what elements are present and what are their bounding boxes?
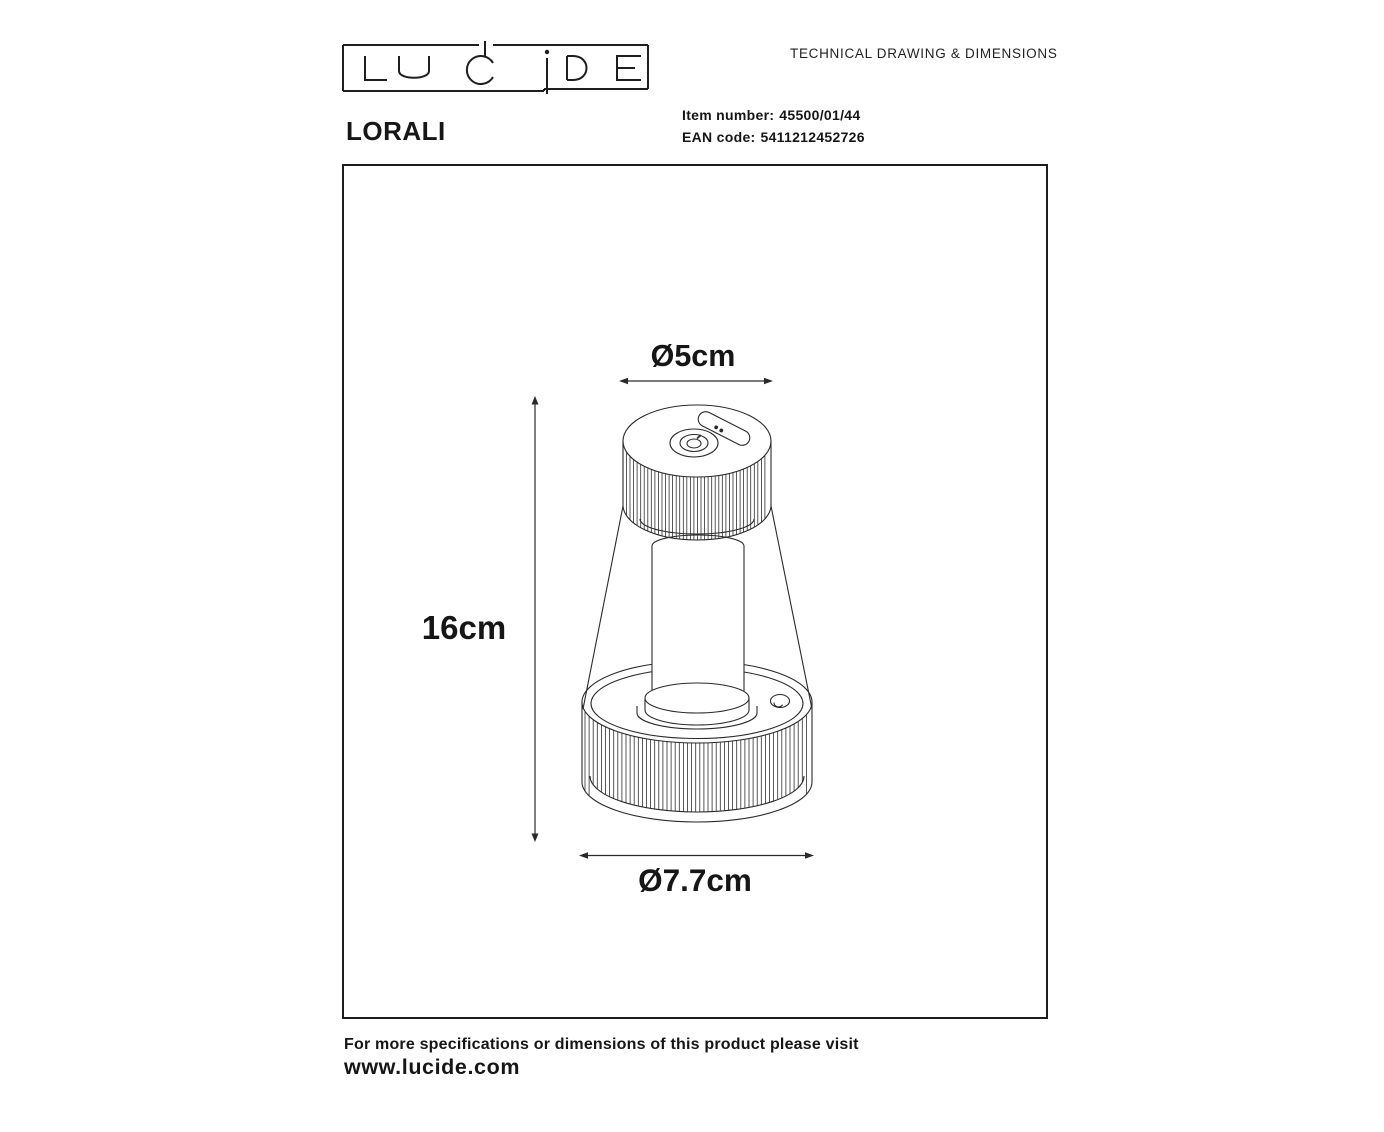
lucide-logo — [341, 36, 653, 98]
ean-label: EAN code: — [682, 129, 756, 145]
item-number-value: 45500/01/44 — [779, 107, 861, 123]
lucide-logo-letters — [365, 41, 641, 94]
dim-label-top: Ø5cm — [650, 339, 736, 373]
footer-note: For more specifications or dimensions of this product please visit — [344, 1036, 859, 1053]
ean-value: 5411212452726 — [760, 129, 865, 145]
item-number-line — [682, 107, 860, 123]
ean-line — [682, 129, 865, 145]
footer-website: www.lucide.com — [344, 1055, 521, 1079]
drawing-frame — [342, 164, 1048, 1019]
lucide-logo-box — [343, 45, 648, 91]
dim-label-height: 16cm — [421, 609, 507, 646]
item-number-label: Item number: — [682, 107, 775, 123]
doc-title: TECHNICAL DRAWING & DIMENSIONS — [790, 46, 1058, 61]
product-name: LORALI — [346, 116, 446, 146]
dim-label-base: Ø7.7cm — [638, 862, 752, 898]
